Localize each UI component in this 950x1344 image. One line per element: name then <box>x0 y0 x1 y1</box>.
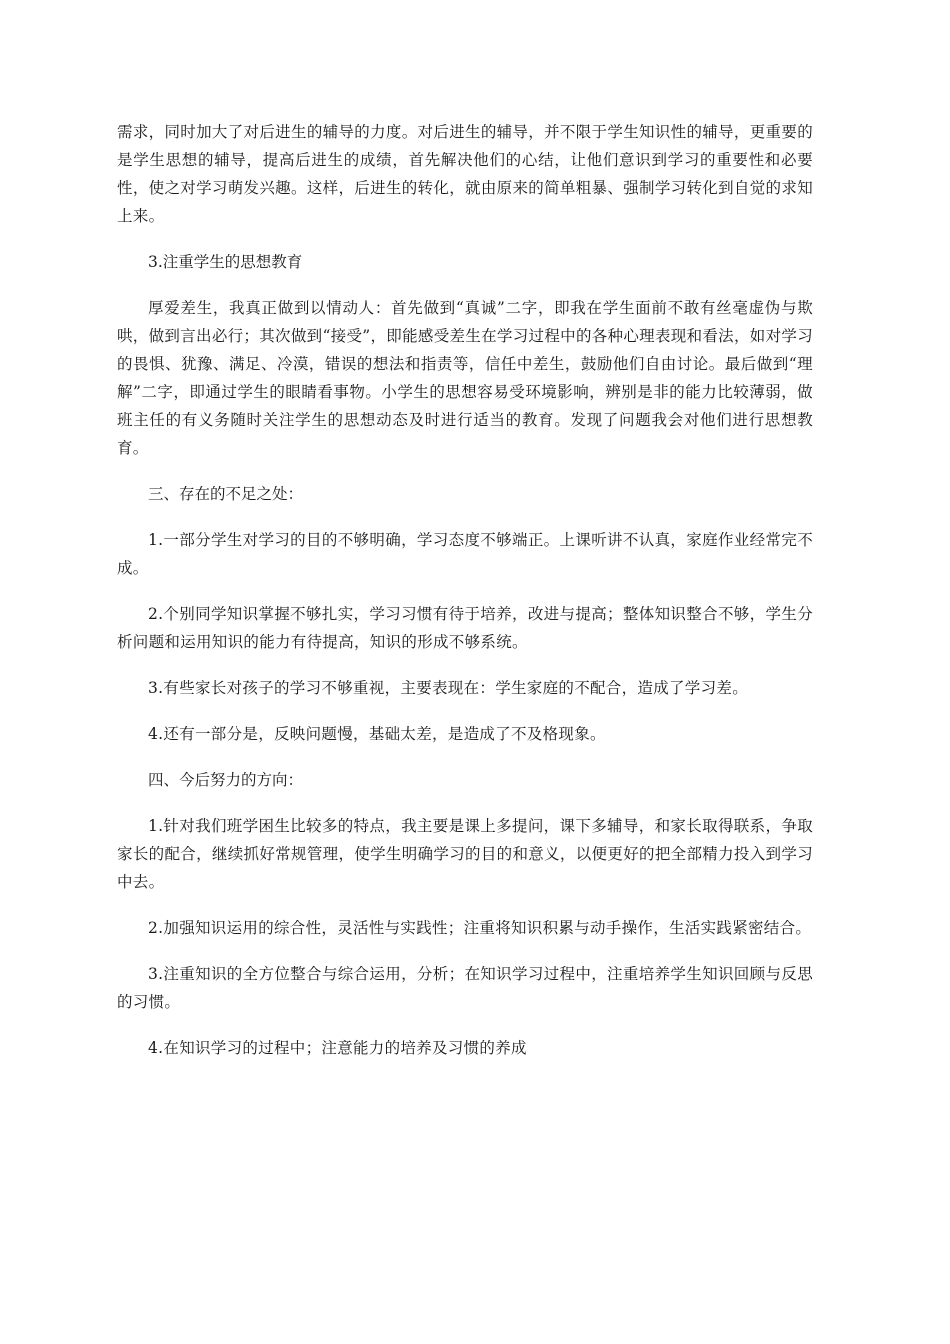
shortcoming-item-2: 2.个别同学知识掌握不够扎实，学习习惯有待于培养，改进与提高；整体知识整合不够，学生分析问题和运用知识的能力有待提高，知识的形成不够系统。 <box>117 605 813 651</box>
direction-item-1: 1.针对我们班学困生比较多的特点，我主要是课上多提问，课下多辅导，和家长取得联系，争取家长的配合，继续抓好常规管理，使学生明确学习的目的和意义，以便更好的把全部精力投入到学习中去。 <box>117 817 813 891</box>
shortcoming-item-4: 4.还有一部分是，反映问题慢，基础太差，是造成了不及格现象。 <box>148 725 606 743</box>
paragraph-continuation: 需求，同时加大了对后进生的辅导的力度。对后进生的辅导，并不限于学生知识性的辅导，更重要的是学生思想的辅导，提高后进生的成绩，首先解决他们的心结，让他们意识到学习的重要性和必要性，使之对学习萌发兴趣。这样，后进生的转化，就由原来的简单粗暴、强制学习转化到自觉的求知上来。 <box>117 123 813 225</box>
section-heading-future-direction: 四、今后努力的方向： <box>148 771 304 789</box>
shortcoming-item-1: 1.一部分学生对学习的目的不够明确，学习态度不够端正。上课听讲不认真，家庭作业经常完不成。 <box>117 531 813 577</box>
direction-item-4: 4.在知识学习的过程中；注意能力的培养及习惯的养成 <box>148 1039 527 1057</box>
shortcoming-item-3: 3.有些家长对孩子的学习不够重视，主要表现在：学生家庭的不配合，造成了学习差。 <box>148 679 748 697</box>
section-heading-shortcomings: 三、存在的不足之处： <box>148 485 304 503</box>
direction-item-2: 2.加强知识运用的综合性，灵活性与实践性；注重将知识积累与动手操作，生活实践紧密结合。 <box>148 919 812 937</box>
paragraph-care-for-students: 厚爱差生，我真正做到以情动人：首先做到“真诚”二字，即我在学生面前不敢有丝毫虚伪与欺哄，做到言出必行；其次做到“接受”，即能感受差生在学习过程中的各种心理表现和看法，如对学习的畏惧、犹豫、满足、冷漠，错误的想法和指责等，信任中差生，鼓励他们自由讨论。最后做到“理解”二字，即通过学生的眼睛看事物。小学生的思想容易受环境影响，辨别是非的能力比较薄弱，做班主任的有义务随时关注学生的思想动态及时进行适当的教育。发现了问题我会对他们进行思想教育。 <box>117 299 813 457</box>
document-page <box>117 118 813 1080</box>
subheading-thought-education: 3.注重学生的思想教育 <box>148 253 303 271</box>
direction-item-3: 3.注重知识的全方位整合与综合运用，分析；在知识学习过程中，注重培养学生知识回顾与反思的习惯。 <box>117 965 813 1011</box>
